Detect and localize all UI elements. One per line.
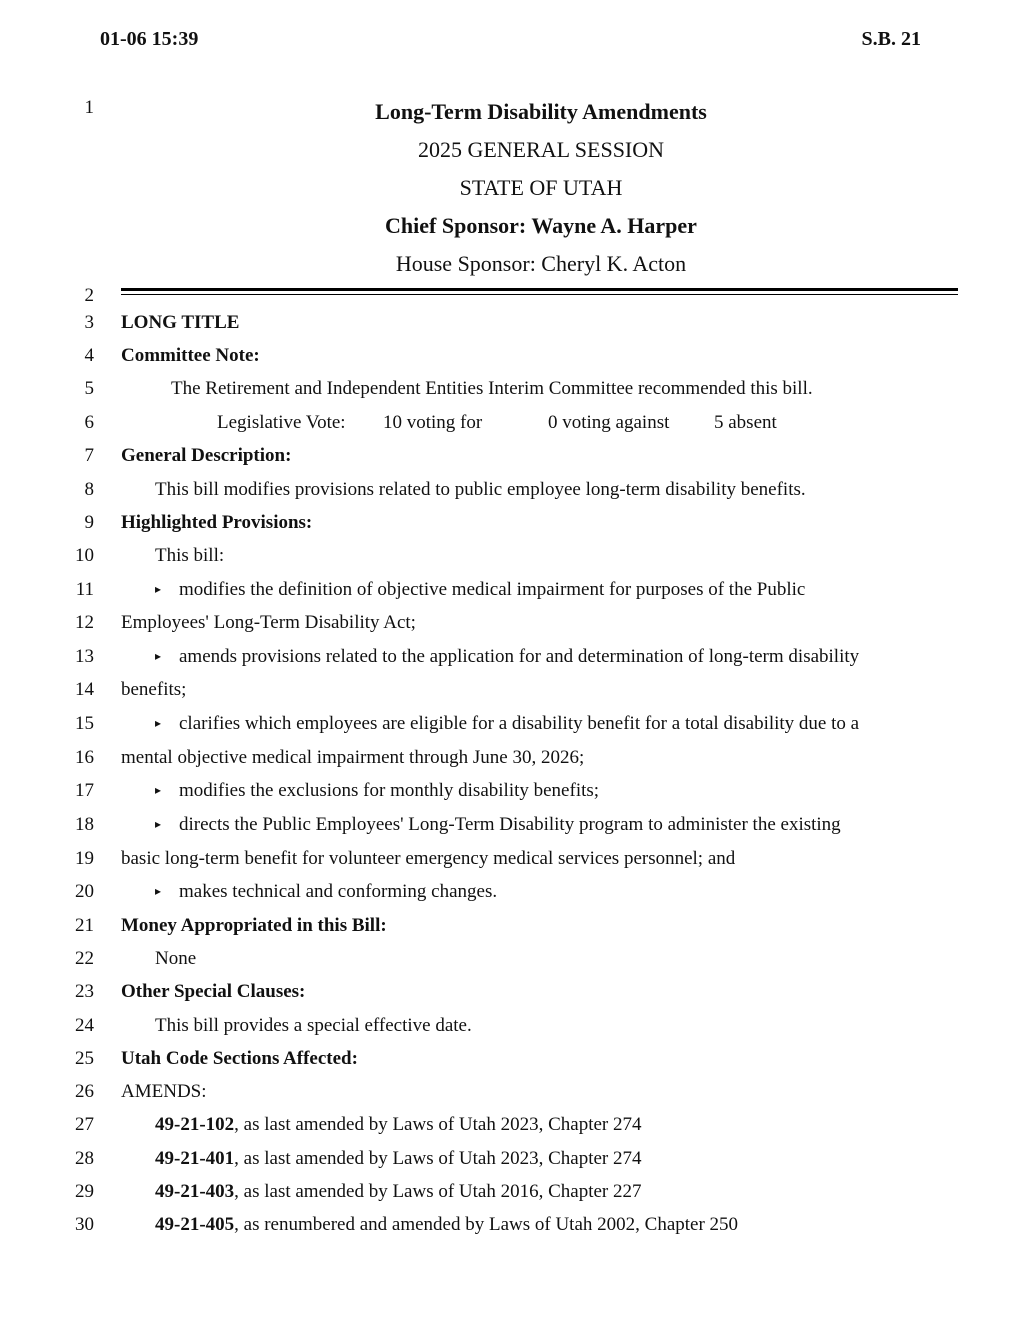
divider-rule <box>121 294 958 295</box>
line-number: 15 <box>75 713 94 734</box>
vote-label: Legislative Vote: <box>217 412 346 433</box>
line-number: 20 <box>75 881 94 902</box>
vote-against: 0 voting against <box>548 412 670 433</box>
provision-text: clarifies which employees are eligible for a disability benefit for a total disability due to a <box>179 713 860 734</box>
provision-item <box>155 646 859 669</box>
bullet-triangle-icon: ▸ <box>155 582 162 596</box>
section-note: , as renumbered and amended by Laws of Utah 2002, Chapter 250 <box>234 1214 739 1235</box>
special-clauses-text: This bill provides a special effective date. <box>155 1015 472 1036</box>
line-number: 17 <box>75 780 94 801</box>
line-number: 1 <box>84 97 94 118</box>
code-section <box>155 1148 642 1170</box>
highlighted-provisions-heading: Highlighted Provisions: <box>121 512 313 533</box>
bill-title: Long-Term Disability Amendments <box>375 99 707 124</box>
committee-note-heading: Committee Note: <box>121 345 260 366</box>
money-appropriated-heading: Money Appropriated in this Bill: <box>121 915 387 936</box>
line-number: 28 <box>75 1148 94 1169</box>
provision-item <box>155 814 841 837</box>
section-code: 49-21-405 <box>155 1214 235 1235</box>
state: STATE OF UTAH <box>459 175 623 200</box>
provision-item <box>155 881 497 904</box>
line-number: 19 <box>75 848 94 869</box>
provision-continuation: mental objective medical impairment through June 30, 2026; <box>121 747 585 768</box>
line-number: 22 <box>75 948 94 969</box>
timestamp: 01-06 15:39 <box>100 28 199 50</box>
line-number: 4 <box>84 345 94 366</box>
line-number: 7 <box>84 445 94 466</box>
provision-item <box>155 579 805 602</box>
bullet-triangle-icon: ▸ <box>155 884 162 898</box>
code-section <box>155 1181 642 1203</box>
general-description-heading: General Description: <box>121 445 292 466</box>
line-number: 21 <box>75 915 94 936</box>
line-number: 10 <box>75 545 94 566</box>
provision-text: directs the Public Employees' Long-Term Disability program to administer the existing <box>179 814 841 835</box>
bullet-triangle-icon: ▸ <box>155 783 162 797</box>
line-number: 27 <box>75 1114 94 1135</box>
special-clauses-heading: Other Special Clauses: <box>121 981 306 1002</box>
code-section <box>155 1214 738 1236</box>
amends-label: AMENDS: <box>121 1081 207 1102</box>
section-code: 49-21-403 <box>155 1181 235 1202</box>
line-number: 18 <box>75 814 94 835</box>
line-number: 2 <box>84 285 94 306</box>
provision-item <box>155 780 599 803</box>
line-number: 23 <box>75 981 94 1002</box>
provision-continuation: Employees' Long-Term Disability Act; <box>121 612 416 633</box>
line-number: 9 <box>84 512 94 533</box>
divider-rule <box>121 288 958 291</box>
line-number: 30 <box>75 1214 94 1235</box>
general-description-text: This bill modifies provisions related to public employee long-term disability benefits. <box>155 479 806 500</box>
vote-for: 10 voting for <box>383 412 483 433</box>
provision-text: makes technical and conforming changes. <box>179 881 498 902</box>
line-number: 8 <box>84 479 94 500</box>
provision-text: modifies the definition of objective medical impairment for purposes of the Public <box>179 579 806 600</box>
provision-item <box>155 713 859 736</box>
long-title-heading: LONG TITLE <box>121 312 240 333</box>
money-appropriated-text: None <box>155 948 197 969</box>
section-note: , as last amended by Laws of Utah 2023, Chapter 274 <box>234 1114 642 1135</box>
vote-absent: 5 absent <box>714 412 777 433</box>
this-bill-intro: This bill: <box>155 545 225 566</box>
section-note: , as last amended by Laws of Utah 2023, Chapter 274 <box>234 1148 642 1169</box>
line-number: 25 <box>75 1048 94 1069</box>
line-number: 3 <box>84 312 94 333</box>
line-number: 5 <box>84 378 94 399</box>
line-number: 26 <box>75 1081 94 1102</box>
provision-continuation: basic long-term benefit for volunteer emergency medical services personnel; and <box>121 848 736 869</box>
line-number: 24 <box>75 1015 94 1036</box>
line-number: 16 <box>75 747 94 768</box>
provision-continuation: benefits; <box>121 679 187 700</box>
sections-affected-heading: Utah Code Sections Affected: <box>121 1048 358 1069</box>
line-number: 29 <box>75 1181 94 1202</box>
section-code: 49-21-401 <box>155 1148 235 1169</box>
bullet-triangle-icon: ▸ <box>155 716 162 730</box>
bullet-triangle-icon: ▸ <box>155 649 162 663</box>
section-note: , as last amended by Laws of Utah 2016, Chapter 227 <box>234 1181 642 1202</box>
chief-sponsor: Chief Sponsor: Wayne A. Harper <box>385 213 697 238</box>
provision-text: amends provisions related to the application for and determination of long-term disability <box>179 646 860 667</box>
provision-text: modifies the exclusions for monthly disability benefits; <box>179 780 600 801</box>
line-number: 6 <box>84 412 94 433</box>
legislative-vote <box>217 412 777 434</box>
bill-number: S.B. 21 <box>861 28 921 50</box>
house-sponsor: House Sponsor: Cheryl K. Acton <box>395 251 687 276</box>
line-number: 14 <box>75 679 94 700</box>
line-number: 11 <box>75 579 94 600</box>
session: 2025 GENERAL SESSION <box>417 137 665 162</box>
bullet-triangle-icon: ▸ <box>155 817 162 831</box>
code-section <box>155 1114 642 1136</box>
line-number: 13 <box>75 646 94 667</box>
section-code: 49-21-102 <box>155 1114 235 1135</box>
line-number: 12 <box>75 612 94 633</box>
committee-note-text: The Retirement and Independent Entities Interim Committee recommended this bill. <box>171 378 813 399</box>
